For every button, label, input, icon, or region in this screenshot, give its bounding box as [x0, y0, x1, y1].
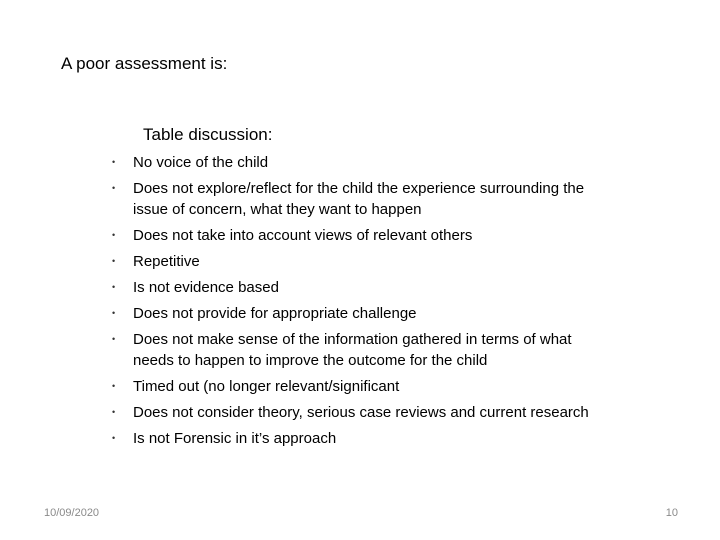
list-item	[112, 428, 612, 449]
bullet-icon: •	[112, 256, 116, 266]
list-item	[112, 329, 612, 371]
list-item-text: Repetitive	[133, 253, 200, 270]
bullet-icon: •	[112, 282, 116, 292]
list-item-text: Does not consider theory, serious case reviews and current research	[133, 404, 589, 421]
list-item-text: Does not provide for appropriate challenge	[133, 305, 417, 322]
bullet-icon: •	[112, 308, 116, 318]
poor-assessment-list	[112, 152, 612, 454]
slide-title: A poor assessment is:	[61, 54, 228, 73]
list-item	[112, 178, 612, 220]
list-item	[112, 303, 612, 324]
bullet-icon: •	[112, 433, 116, 443]
list-item	[112, 225, 612, 246]
footer-date: 10/09/2020	[44, 507, 100, 519]
list-item-text: No voice of the child	[133, 154, 269, 171]
list-item-text: Does not explore/reflect for the child the experience surrounding the issue of concern, what they want to happen	[133, 180, 585, 218]
bullet-icon: •	[112, 381, 116, 391]
list-item	[112, 402, 612, 423]
list-item-text: Is not Forensic in it’s approach	[133, 430, 337, 447]
list-item-text: Timed out (no longer relevant/significant	[133, 378, 400, 395]
list-item	[112, 277, 612, 298]
table-discussion-heading: Table discussion:	[143, 125, 273, 144]
bullet-icon: •	[112, 334, 116, 344]
list-item	[112, 152, 612, 173]
bullet-icon: •	[112, 230, 116, 240]
list-item-text: Does not make sense of the information gathered in terms of what needs to happen to improve the outcome for the child	[133, 331, 572, 369]
list-item	[112, 376, 612, 397]
slide-number: 10	[665, 507, 678, 519]
list-item	[112, 251, 612, 272]
bullet-icon: •	[112, 157, 116, 167]
bullet-icon: •	[112, 407, 116, 417]
list-item-text: Does not take into account views of relevant others	[133, 227, 473, 244]
list-item-text: Is not evidence based	[133, 279, 279, 296]
bullet-icon: •	[112, 183, 116, 193]
